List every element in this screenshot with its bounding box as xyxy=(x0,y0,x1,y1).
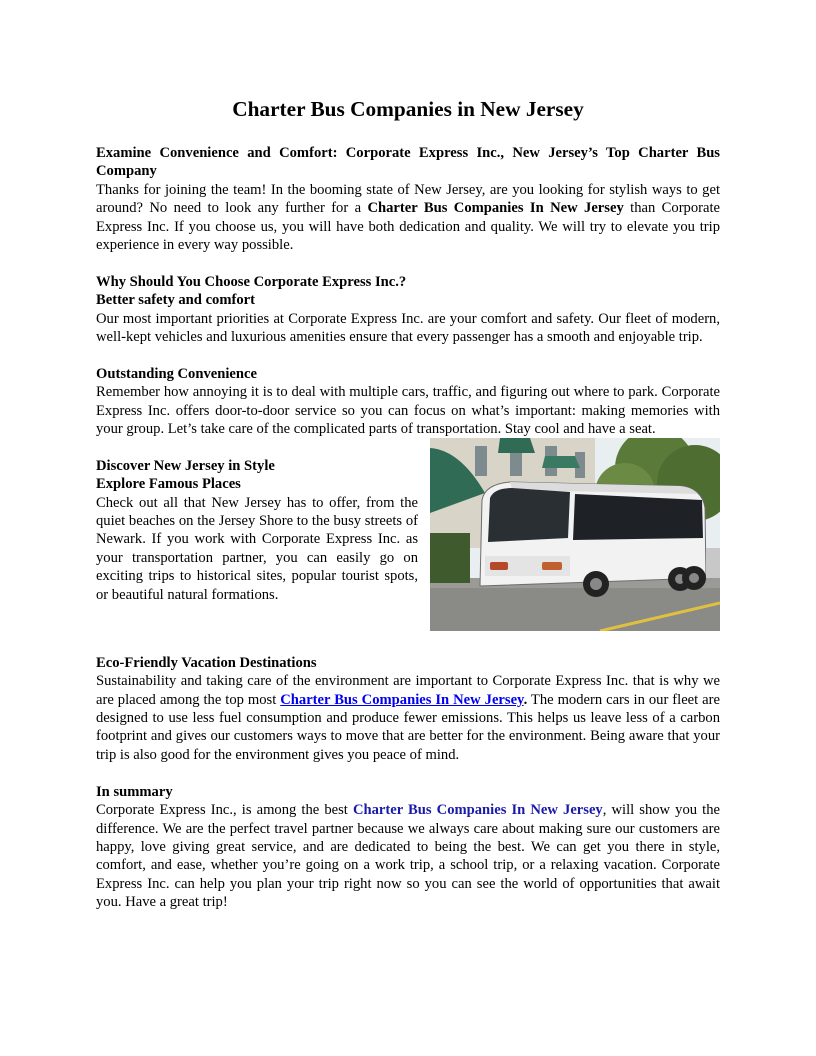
section-heading-examine: Examine Convenience and Comfort: Corporate Express Inc., New Jersey’s Top Charter Bus Company xyxy=(96,145,720,180)
section-body-convenience: Remember how annoying it is to deal with multiple cars, traffic, and figuring out where to park. Corporate Express Inc. offers door-to-door service so you can focus on what’s important: making memories with your group. Let’s take care of the complicated parts of transportation. Stay cool and have a seat. xyxy=(96,384,720,438)
summary-text-2: , will show you the difference. We are the perfect travel partner because we always care about making sure our customers are happy, love giving great service, and are dedicated to being the best. We can get you there in style, comfort, and ease, whether you’re going on a work trip, a school trip, or a relaxing vacation. Corporate Express Inc. can help you plan your trip right now so you can see the world of opportunities that await you. Have a great trip! xyxy=(96,802,720,911)
charter-bus-photo xyxy=(430,438,720,631)
summary-bold-keyword: Charter Bus Companies In New Jersey xyxy=(352,802,603,819)
section-heading-why-choose: Why Should You Choose Corporate Express Inc.? xyxy=(96,273,407,290)
section-heading-convenience: Outstanding Convenience xyxy=(96,365,257,382)
section-body-intro xyxy=(96,181,720,255)
intro-text-1: Thanks for joining the team! In the booming state of New Jersey, are you looking for stylish ways to get around? No need to look any further for a xyxy=(96,181,720,217)
document-page xyxy=(96,96,720,912)
charter-bus-link[interactable]: Charter Bus Companies In New Jersey xyxy=(280,691,524,708)
section-heading-eco: Eco-Friendly Vacation Destinations xyxy=(96,654,317,671)
section-body-discover: Check out all that New Jersey has to offer, from the quiet beaches on the Jersey Shore to the busy streets of Newark. If you work with Corporate Express Inc. as your transportation partner, you can easily go on exciting trips to historical sites, popular tourist spots, or beautiful natural formations. xyxy=(96,494,418,603)
subheading-famous-places: Explore Famous Places xyxy=(96,476,241,493)
section-heading-discover: Discover New Jersey in Style xyxy=(96,457,275,474)
page-title: Charter Bus Companies in New Jersey xyxy=(232,97,584,121)
section-heading-summary: In summary xyxy=(96,783,173,800)
eco-text-2: The modern cars in our fleet are designed to use less fuel consumption and produce fewer emissions. This helps us leave less of a carbon footprint and gives our customers ways to move that are better for the environment. Being aware that your trip is also good for the environment gives you peace of mind. xyxy=(96,691,720,763)
bus-illustration xyxy=(430,438,720,631)
section-body-summary xyxy=(96,801,720,911)
eco-link-period: . xyxy=(523,691,528,708)
section-body-eco xyxy=(96,672,720,764)
eco-text-1: Sustainability and taking care of the environment are important to Corporate Express Inc. that is why we are placed among the top most xyxy=(96,673,720,708)
subheading-safety: Better safety and comfort xyxy=(96,292,255,309)
summary-text-1: Corporate Express Inc., is among the best xyxy=(96,802,353,819)
section-body-safety: Our most important priorities at Corporate Express Inc. are your comfort and safety. Our fleet of modern, well-kept vehicles and luxurious amenities ensure that every passenger has a smooth and enjoyable trip. xyxy=(96,310,720,346)
intro-text-2: than Corporate Express Inc. If you choose us, you will have both dedication and quality. We will try to elevate you trip experience in every way possible. xyxy=(96,200,721,254)
intro-bold-keyword: Charter Bus Companies In New Jersey xyxy=(367,200,624,217)
